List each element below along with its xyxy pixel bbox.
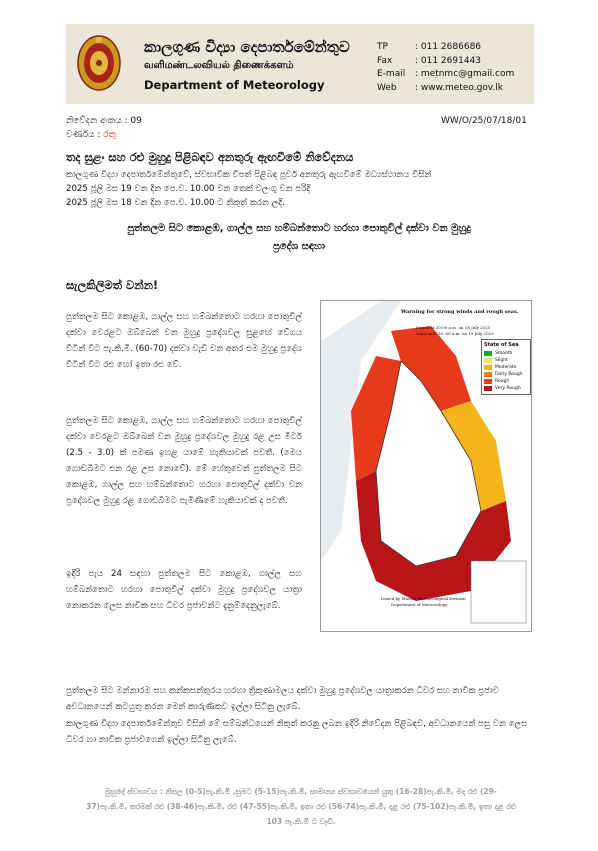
map-legend [481, 339, 531, 395]
map-issued-by-line2: Department of Meteorology [391, 602, 448, 607]
region-heading-line: ප්‍රදේශ සඳහා [272, 241, 326, 252]
region-heading [80, 220, 518, 256]
fishing-community-advisory: පුත්තලම සිට මන්නාරම සහ කන්කසන්තුරය හරහා ත්‍රිකුණාමලය දක්වා මුහුදු ප්‍රදේශවල යාත්‍රාකරන ධීවර සහ නාවික ප්‍රජාව අවධානයෙන් කටයුතු කරන මෙන් කාරුණිකව ඉල්ලා සිටිනු ලැබේ. [66, 686, 499, 712]
map-issued-by-line1: Issued by Marine Meteorological Division [381, 596, 466, 601]
follow-updates-advisory: කාලගුණ විද්‍යා දෙපාර්තමේන්තුව විසින් මේ සම්බන්ධයෙන් නිකුත් කරනු ලබන ඉදිරි නිවේදන පිළිබඳව, අවධානයෙන් පසු වන ලෙස ධීවර හා නාවික ප්‍රජාවගෙන් ඉල්ලා සිටිනු ලැබේ. [66, 719, 528, 745]
advisory-paragraph: ඉදිරි පැය 24 සඳහා පුත්තලම සිට කොළඹ, ගාල්ල සහ හම්බන්තොට හරහා පොතුවිල් දක්වා මුහුදු ප්‍රදේශවල යාත්‍රා නොකරන ලෙස නාවික සහ ධීවර ප්‍රජාවන්ට දැනුම්දෙනුලැබේ. [66, 569, 302, 611]
contact-label: Fax [377, 55, 393, 66]
sea-state-map [320, 300, 532, 632]
legend-label: Rough [495, 379, 510, 384]
map-valid: Valid until 10 :00 a.m. on 19 July 2025 [416, 331, 494, 336]
contact-value: : 011 2691443 [415, 55, 482, 66]
legend-item [484, 378, 528, 385]
contact-tp [377, 41, 514, 55]
legend-label: Slight [495, 358, 508, 363]
notice-intro [66, 168, 536, 210]
legend-label: Fairly Rough [495, 372, 523, 377]
notice-title: තද සුළං සහ රළු මුහුදු පිළිබඳව අනතුරු ඇඟවීමේ නිවේදනය [66, 150, 354, 164]
legend-item [484, 350, 528, 357]
sea-state-footnote: මුහුදේ ස්වභාවය : නිසල (0-5)පැ.කි.මී ,සුමට (5-15)පැ.කි.මී, සාමාන්‍ය ස්වභාවයෙන් යුතු (16-28)පැ.කි.මී, මද රළු (29-37)පැ.කි.මී, තරමක් රළු (38-46)පැ.කි.මී, රළු (47-55)පැ.කි.මී, ඉතා රළු (56-74)පැ.කි.මී, දළ රළු (75-102)පැ.කි.මී, ඉතා දළ රළු 103 පැ.කි.මී ට වැඩි. [86, 787, 516, 826]
contact-value: : www.meteo.gov.lk [415, 82, 504, 93]
warning-color [66, 130, 116, 140]
legend-item [484, 364, 528, 371]
contact-web [377, 82, 514, 96]
contact-fax [377, 55, 514, 69]
contact-label: Web [377, 82, 397, 93]
legend-item [484, 357, 528, 364]
alert-heading: සැලකිලිමත් වන්න! [66, 278, 159, 292]
intro-line: කාලගුණ විද්‍යා දෙපාර්තමේන්තුවේ, ස්වභාවික විපත් පිළිබඳ පූර්ව අනතුරු ඇඟවීමේ මධ්‍යස්ථානය විසින් [66, 170, 432, 180]
contact-label: E-mail [377, 69, 406, 79]
contact-value: : metnmc@gmail.com [415, 69, 515, 79]
sea-state-table [471, 561, 526, 623]
legend-item [484, 371, 528, 378]
wave-height-paragraph: පුත්තලම සිට කොළඹ, ගාල්ල සහ හම්බන්තොට හරහා පොතුවිල් දක්වා වෙරළට ඔබ්බෙන් වන මුහුදු ප්‍රදේශවල මුහුදු රළ උස මීටර් (2.5 - 3.0) ක් පමණ ඉහළ යාමේ හැකියාවක් පවතී. (මෙය ගොඩබිමට එන රළ උස නොවේ). මේ හේතුවෙන් පුත්තලම සිට කොළඹ, ගාල්ල සහ හම්බන්තොට හරහා පොතුවිල් දක්වා වන ප්‍රදේශවල මුහුදු රළ ගොඩබිමට පැමිණීමේ හැකියාවක් ද පවතී. [66, 416, 302, 506]
intro-line: 2025 ජූලි මස 19 වන දින පෙ.ව. 10.00 වන තෙක් වලංගු වන පරිදි [66, 184, 311, 194]
warning-color-label: වර්ණය : [66, 130, 104, 140]
legend-label: Moderate [495, 365, 517, 370]
legend-title: State of Sea [484, 342, 519, 348]
contact-value: : 011 2686686 [415, 42, 482, 52]
national-emblem-icon [76, 33, 122, 93]
wind-speed-paragraph: පුත්තලම සිට කොළඹ, ගාල්ල සහ හම්බන්තොට හරහා පොතුවිල් දක්වා වෙරළට ඔබ්බෙන් වන මුහුදු ප්‍රදේශවල සුළඟේ වේගය විටින් විට පැ.කි.මී. (60-70) දක්වා වැඩි වන අතර එම මුහුදු ප්‍රදේශ විටින් විට රළු හෝ ඉතා රළු වේ. [66, 312, 303, 370]
organization-name-tamil: வளிமண்டலவியல் திணைக்களம் [144, 60, 294, 71]
warning-color-value: රතු [103, 130, 116, 140]
map-title: Warning for strong winds and rough seas. [401, 309, 519, 315]
report-number: නිවේදන අංකය : 09 [66, 116, 142, 126]
organization-name-sinhala: කාලගුණ විද්‍යා දෙපාර්තමේන්තුව [144, 38, 350, 56]
organization-name-english: Department of Meteorology [144, 78, 325, 92]
region-heading-line: පුත්තලම සිට කොළඹ, ගාල්ල සහ හම්බන්තොට හරහා පොතුවිල් දක්වා වන මුහුදු [127, 223, 471, 234]
map-issued: Issued at 10:00 a.m. on 18 July 2025 [416, 325, 491, 330]
intro-line: 2025 ජූලි මස 18 වන දින පෙ.ව. 10.00 ට නිකුත් කරන ලදි. [66, 198, 285, 208]
contact-block [377, 41, 514, 95]
legend-item [484, 385, 528, 392]
contact-email [377, 68, 514, 82]
report-reference: WW/O/25/07/18/01 [441, 116, 527, 126]
contact-label: TP [377, 42, 388, 52]
legend-label: Smooth [495, 351, 513, 356]
legend-label: Very Rough [495, 386, 521, 391]
